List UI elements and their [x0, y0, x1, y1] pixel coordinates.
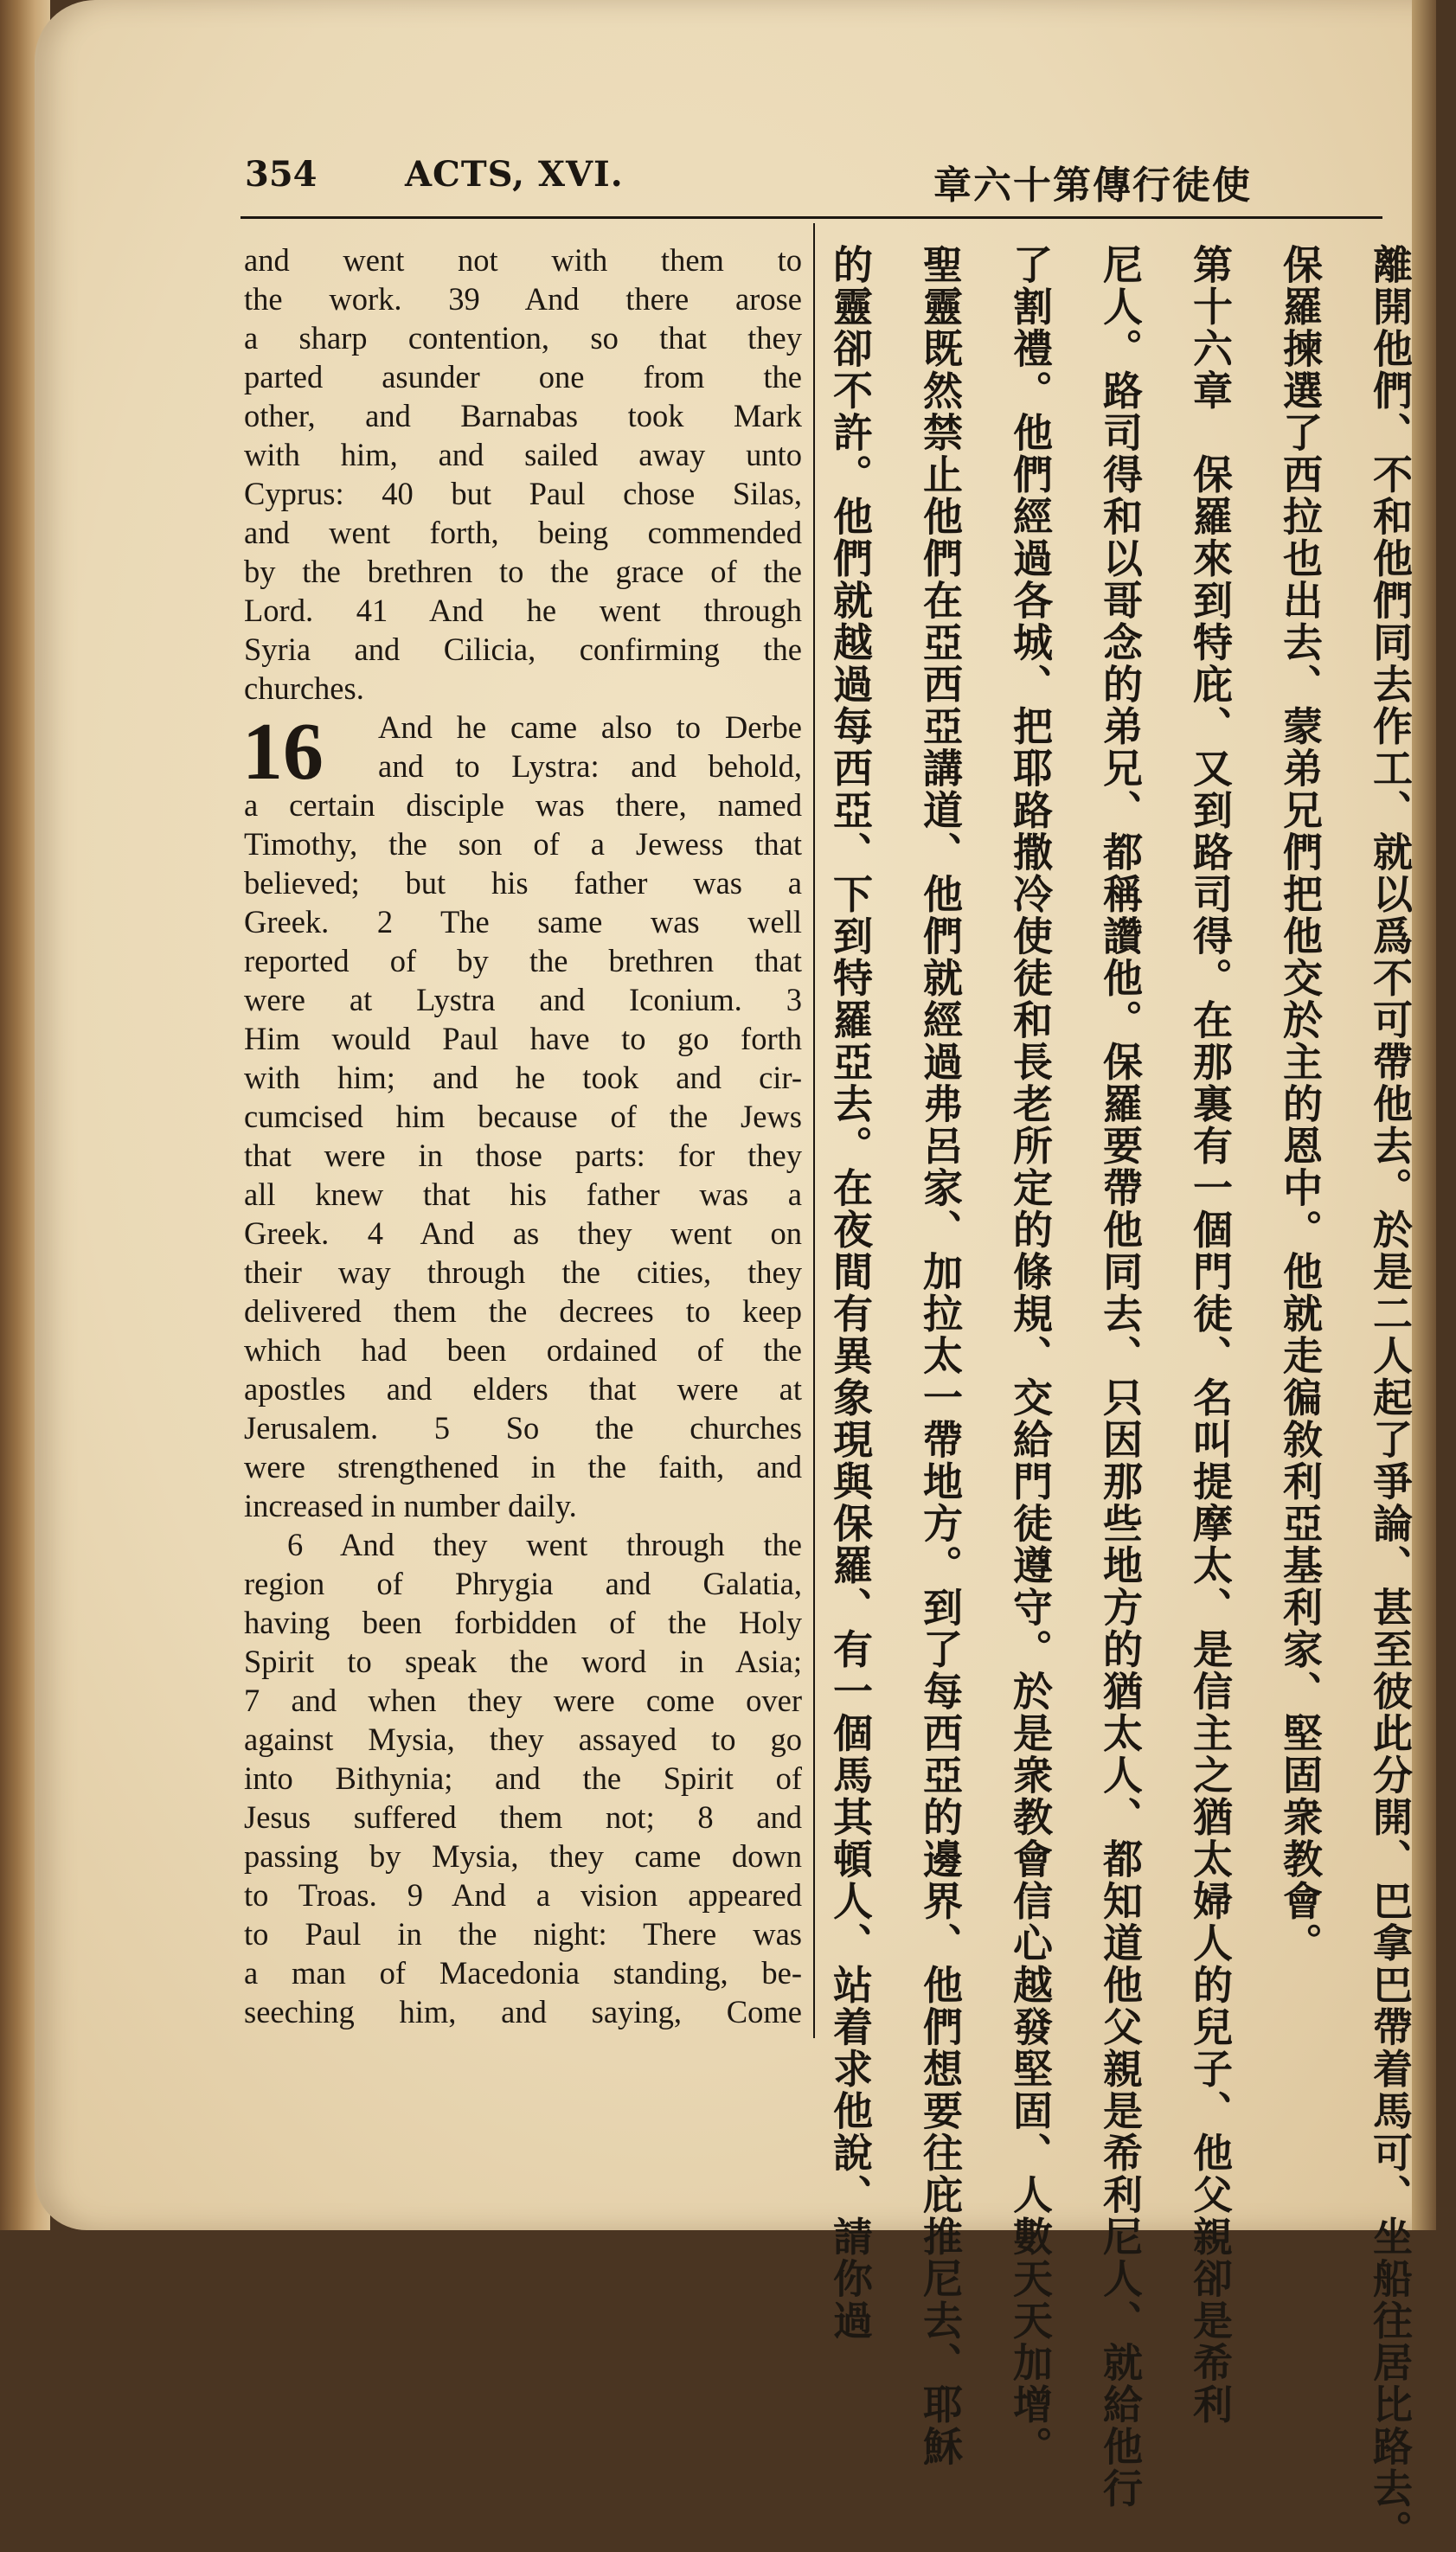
text-line: other, and Barnabas took Mark: [244, 398, 802, 433]
text-line: with him; and he took and cir-: [244, 1060, 802, 1095]
text-line: Jesus suffered them not; 8 and: [244, 1799, 802, 1835]
text-line: Greek. 2 The same was well: [244, 904, 802, 939]
chinese-text-line: 的靈卻不許。他們就越過每西亞、下到特羅亞去。在夜間有異象現與保羅、有一個馬其頓人、站着求他說、請你過: [827, 244, 874, 2342]
book-title: ACTS, XVI.: [405, 154, 624, 195]
chinese-text-line: 保羅揀選了西拉也出去、蒙弟兄們把他交於主的恩中。他就走徧敘利亞基利家、堅固衆教會。: [1277, 244, 1324, 1965]
text-line: seeching him, and saying, Come: [244, 1994, 802, 2029]
text-line: apostles and elders that were at: [244, 1371, 802, 1407]
text-line: and went not with them to: [244, 242, 802, 278]
text-line: a certain disciple was there, named: [244, 787, 802, 823]
text-line: churches.: [244, 670, 364, 706]
text-line: region of Phrygia and Galatia,: [244, 1566, 802, 1601]
chinese-text-line: 聖靈既然禁止他們在亞西亞講道、他們就經過弗呂家、加拉太一帶地方。到了每西亞的邊界、他們想要往庇推尼去、耶穌: [917, 244, 964, 2468]
page-gutter: [1412, 0, 1436, 2230]
text-line: cumcised him because of the Jews: [244, 1099, 802, 1134]
text-line: Syria and Cilicia, confirming the: [244, 632, 802, 667]
chapter-opening: [242, 707, 802, 797]
text-line: to Paul in the night: There was: [244, 1916, 802, 1952]
column-divider: [813, 223, 815, 2038]
text-line: 6 And they went through the: [287, 1527, 802, 1562]
text-line: into Bithynia; and the Spirit of: [244, 1760, 802, 1796]
text-line: Cyprus: 40 but Paul chose Silas,: [244, 476, 802, 511]
text-line: all knew that his father was a: [244, 1177, 802, 1212]
text-line: were at Lystra and Iconium. 3: [244, 982, 802, 1017]
text-line: which had been ordained of the: [244, 1332, 802, 1368]
text-line: Timothy, the son of a Jewess that: [244, 826, 802, 862]
text-line: were strengthened in the faith, and: [244, 1449, 802, 1484]
chinese-text-line: 第十六章 保羅來到特庇、又到路司得。在那裏有一個門徒、名叫提摩太、是信主之猶太婦人的兒子、他父親卻是希利: [1187, 244, 1234, 2426]
chinese-text-line: 離開他們、不和他們同去作工、就以爲不可帶他去。於是二人起了爭論、甚至彼此分開、巴拿巴帶着馬可、坐船往居比路去。: [1367, 244, 1414, 2552]
text-line: reported of by the brethren that: [244, 943, 802, 978]
text-line: Spirit to speak the word in Asia;: [244, 1644, 802, 1679]
text-line: and to Lystra: and behold,: [378, 748, 802, 784]
text-line: increased in number daily.: [244, 1488, 577, 1523]
text-line: and went forth, being commended: [244, 515, 802, 550]
text-line: by the brethren to the grace of the: [244, 554, 802, 589]
text-line: the work. 39 And there arose: [244, 281, 802, 317]
text-line: with him, and sailed away unto: [244, 437, 802, 472]
text-line: their way through the cities, they: [244, 1254, 802, 1290]
chapter-number: 16: [242, 707, 324, 797]
text-line: Jerusalem. 5 So the churches: [244, 1410, 802, 1446]
chinese-text-line: 尼人。路司得和以哥念的弟兄、都稱讚他。保羅要帶他同去、只因那些地方的猶太人、都知道他父親是希利尼人、就給他行: [1097, 244, 1144, 2510]
text-line: 7 and when they were come over: [244, 1683, 802, 1718]
text-line: a man of Macedonia standing, be-: [244, 1955, 802, 1991]
text-line: that were in those parts: for they: [244, 1138, 802, 1173]
text-line: against Mysia, they assayed to go: [244, 1722, 802, 1757]
chinese-text-line: 了割禮。他們經過各城、把耶路撒冷使徒和長老所定的條規、交給門徒遵守。於是衆教會信心越發堅固、人數天天加增。: [1007, 244, 1054, 2468]
text-line: believed; but his father was a: [244, 865, 802, 901]
text-line: a sharp contention, so that they: [244, 320, 802, 356]
text-line: Him would Paul have to go forth: [244, 1021, 802, 1056]
text-line: Greek. 4 And as they went on: [244, 1215, 802, 1251]
text-line: to Troas. 9 And a vision appeared: [244, 1877, 802, 1913]
text-line: parted asunder one from the: [244, 359, 802, 394]
header-rule: [241, 216, 1382, 219]
chinese-text-column: [826, 244, 1414, 2552]
text-line: And he came also to Derbe: [378, 709, 802, 745]
text-line: Lord. 41 And he went through: [244, 593, 802, 628]
text-line: having been forbidden of the Holy: [244, 1605, 802, 1640]
chinese-title: 章六十第傳行徒使: [933, 164, 1252, 208]
text-line: passing by Mysia, they came down: [244, 1838, 802, 1874]
english-text-column: [244, 240, 802, 2031]
text-line: delivered them the decrees to keep: [244, 1293, 802, 1329]
page-number: 354: [245, 154, 317, 195]
